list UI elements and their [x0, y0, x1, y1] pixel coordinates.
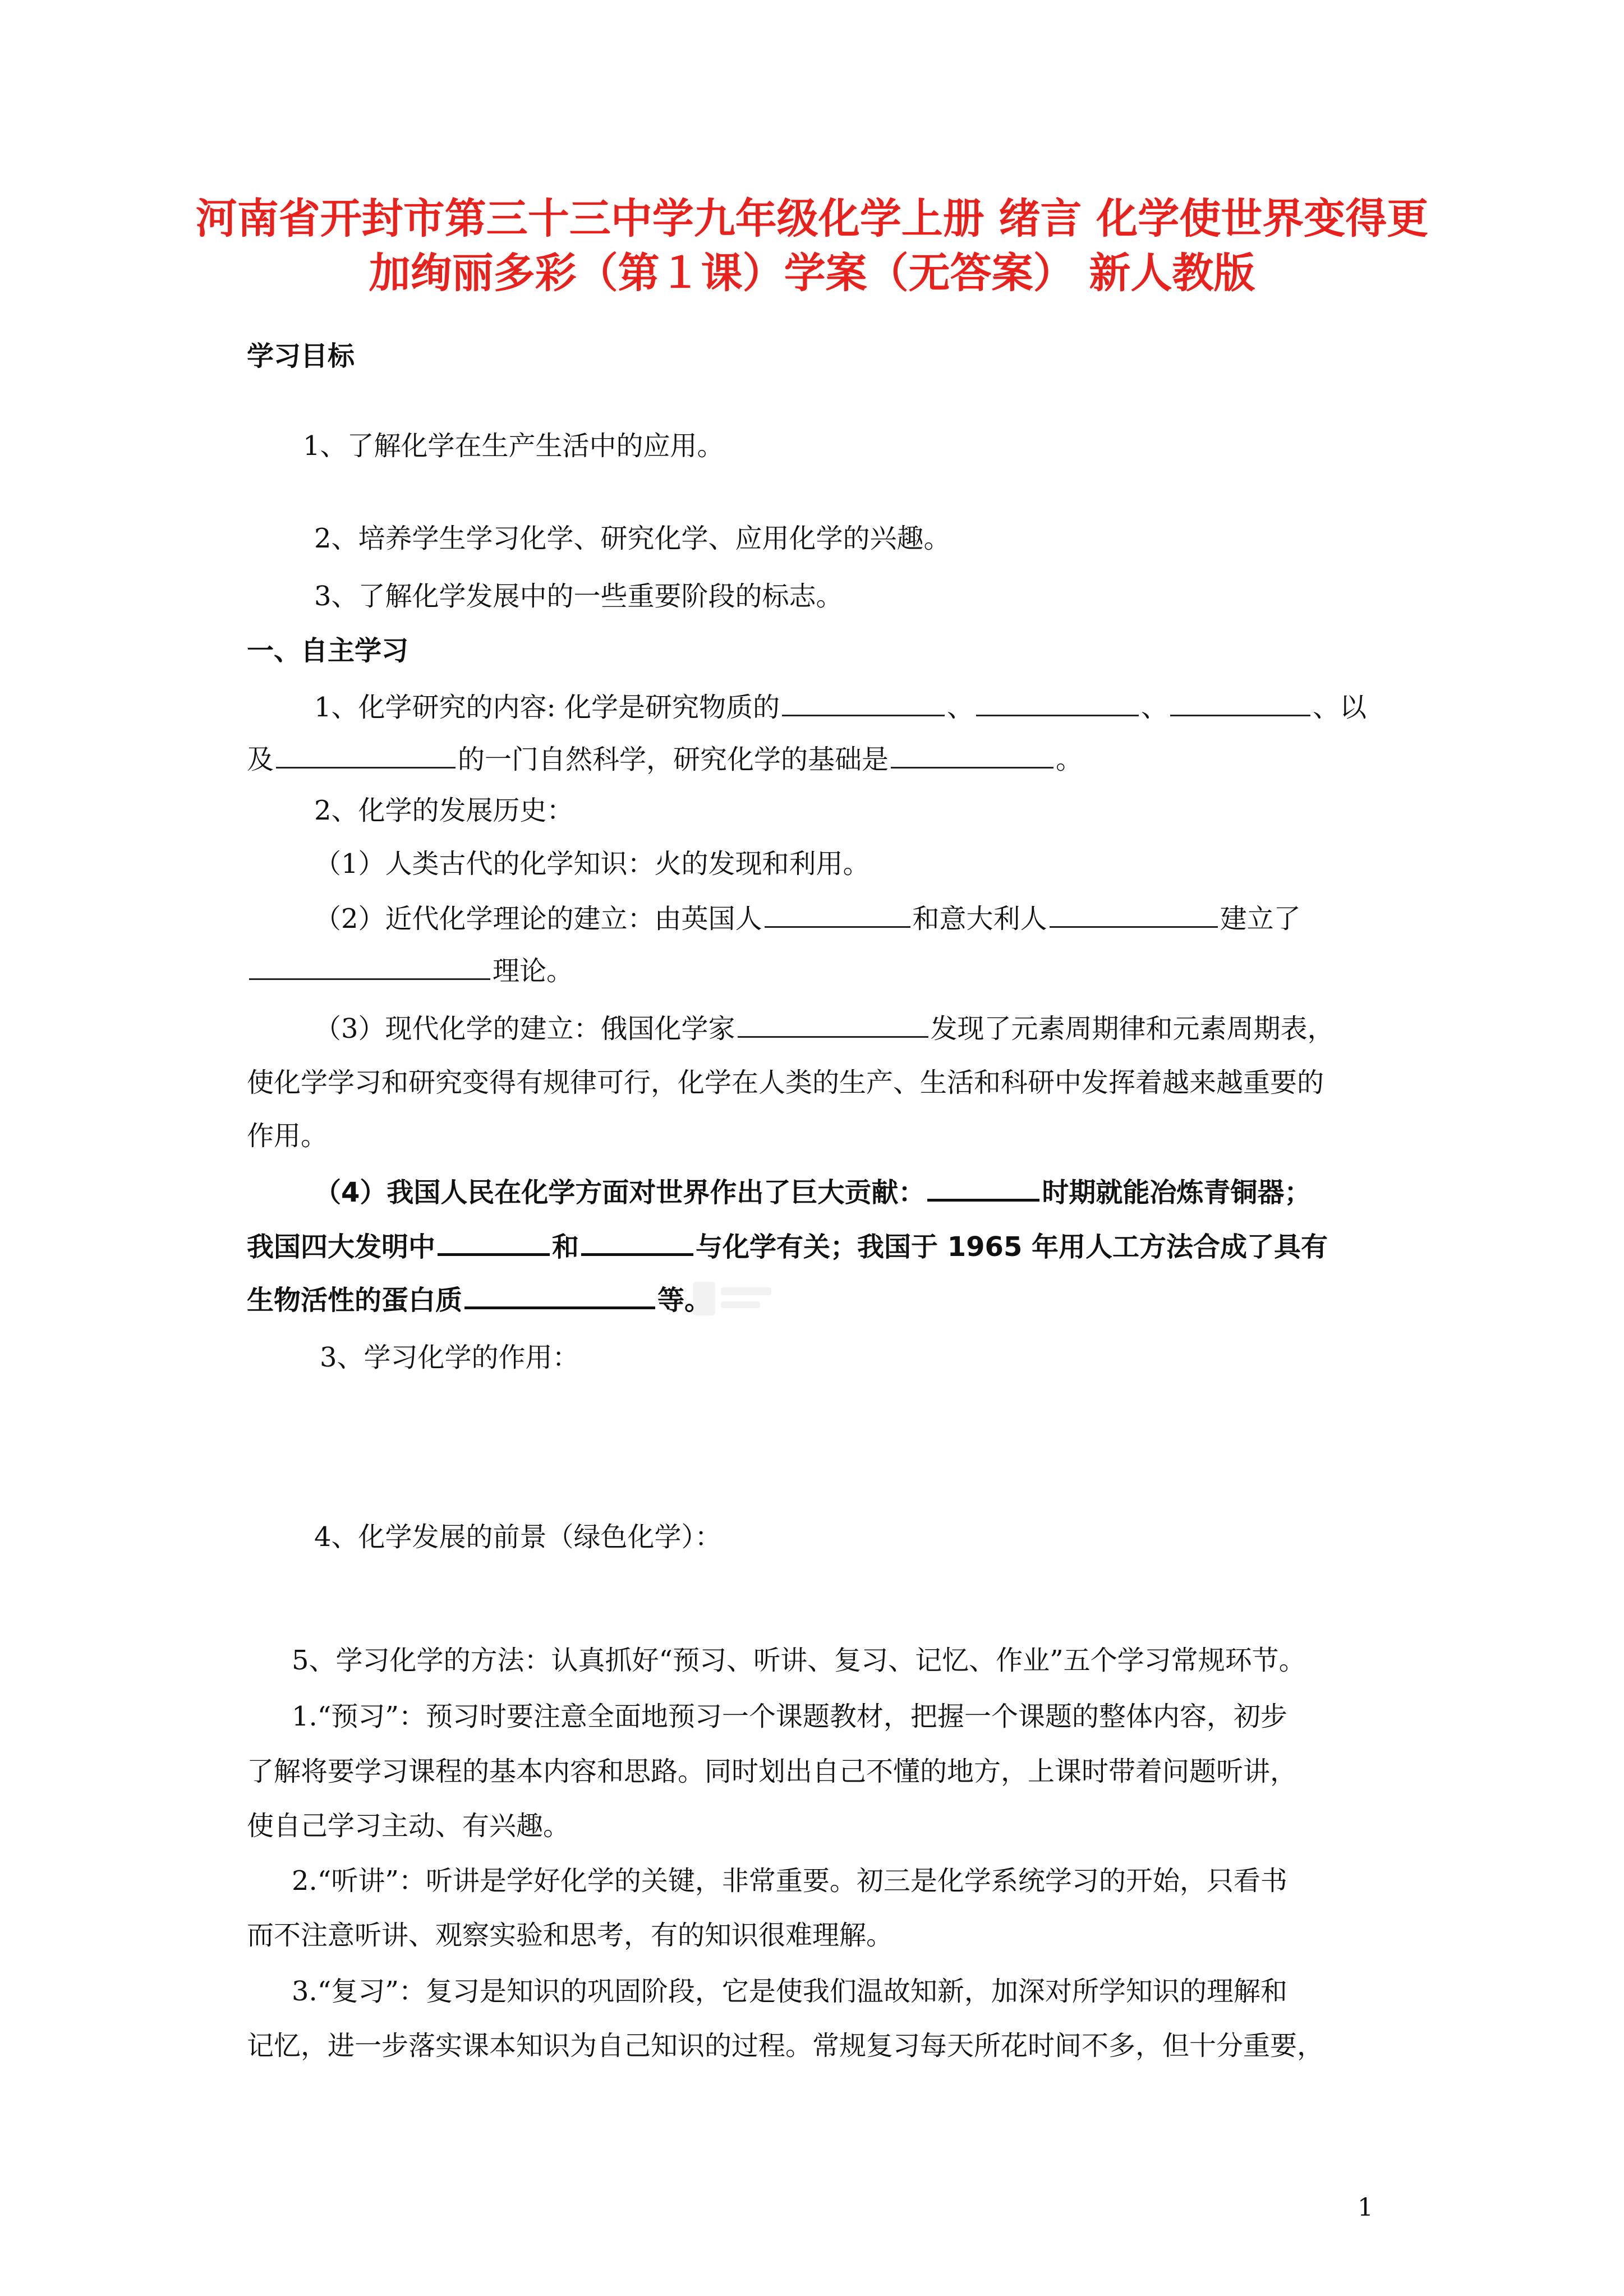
blank-field[interactable] — [1170, 690, 1310, 716]
method-preview-line3: 使自己学习主动、有兴趣。 — [247, 1810, 571, 1842]
q2-p2-text-d: 理论。 — [493, 955, 574, 987]
q2-p3-text-a: （3）现代化学的建立：俄国化学家 — [314, 1013, 735, 1045]
q1-text-e: 。 — [1056, 744, 1083, 775]
method-review-line2: 记忆，进一步落实课本知识为自己知识的过程。常规复习每天所花时间不多，但十分重要， — [247, 2030, 1324, 2062]
q2-p4-text-c: 我国四大发明中 — [247, 1231, 436, 1263]
q2-p4-text-e: 与化学有关；我国于 1965 年用人工方法合成了具有 — [696, 1231, 1328, 1263]
section-heading-self-study: 一、自主学习 — [247, 635, 409, 666]
blank-field[interactable] — [782, 690, 945, 716]
question-5: 5、学习化学的方法：认真抓好“预习、听讲、复习、记忆、作业”五个学习常规环节。 — [292, 1645, 1306, 1676]
question-2-part-4-line2 — [247, 1228, 1328, 1264]
question-2-part-4-line1 — [314, 1174, 1311, 1209]
blank-field[interactable] — [765, 901, 910, 928]
q2-p2-text-a: （2）近代化学理论的建立：由英国人 — [314, 903, 762, 935]
q2-p4-text-a: （4）我国人民在化学方面对世界作出了巨大贡献： — [314, 1177, 926, 1208]
question-2-part-3-line1 — [314, 1011, 1335, 1046]
q1-sep-2: 、 — [1141, 692, 1168, 723]
blank-field[interactable] — [249, 954, 490, 980]
question-3: 3、学习化学的作用： — [320, 1342, 579, 1373]
method-review-line1: 3.“复习”：复习是知识的巩固阶段，它是使我们温故知新，加深对所学知识的理解和 — [292, 1976, 1287, 2007]
q1-text-c: 及 — [247, 744, 274, 775]
blank-field[interactable] — [438, 1228, 550, 1256]
blank-field[interactable] — [976, 690, 1139, 716]
blank-field[interactable] — [1050, 901, 1218, 928]
question-2-part-2-line1 — [314, 901, 1301, 936]
q1-sep-1: 、 — [946, 692, 974, 723]
q2-p3-text-b: 发现了元素周期律和元素周期表， — [930, 1013, 1335, 1045]
question-1-line1 — [314, 690, 1367, 724]
question-2-part-4-line3 — [247, 1282, 711, 1317]
question-2-part-3-line3: 作用。 — [247, 1120, 328, 1152]
objectives-heading: 学习目标 — [247, 341, 355, 372]
q1-text-a: 1、化学研究的内容: 化学是研究物质的 — [314, 692, 780, 723]
blank-field[interactable] — [276, 742, 456, 769]
q2-p4-text-f: 生物活性的蛋白质 — [247, 1285, 463, 1316]
q1-text-b: 、以 — [1313, 692, 1367, 723]
method-listen-line2: 而不注意听讲、观察实验和思考，有的知识很难理解。 — [247, 1920, 894, 1951]
question-2-part-2-line2 — [247, 954, 573, 988]
method-preview-line1: 1.“预习”：预习时要注意全面地预习一个课题教材，把握一个课题的整体内容，初步 — [292, 1701, 1287, 1732]
blank-field[interactable] — [581, 1228, 693, 1256]
blank-field[interactable] — [927, 1174, 1039, 1202]
watermark-logo-icon — [690, 1276, 774, 1327]
q2-p2-text-c: 建立了 — [1220, 903, 1301, 935]
q2-p4-text-b: 时期就能冶炼青铜器； — [1042, 1177, 1312, 1208]
method-preview-line2: 了解将要学习课程的基本内容和思路。同时划出自己不懂的地方，上课时带着问题听讲， — [247, 1756, 1298, 1787]
blank-field[interactable] — [891, 742, 1053, 769]
objective-2: 2、培养学生学习化学、研究化学、应用化学的兴趣。 — [314, 523, 951, 554]
page-number: 1 — [1358, 2193, 1373, 2222]
q2-p4-text-g: 等。 — [657, 1285, 712, 1316]
blank-field[interactable] — [738, 1011, 928, 1038]
question-1-line2 — [247, 742, 1083, 776]
q2-p2-text-b: 和意大利人 — [912, 903, 1047, 935]
objective-1: 1、了解化学在生产生活中的应用。 — [303, 430, 724, 462]
method-listen-line1: 2.“听讲”：听讲是学好化学的关键，非常重要。初三是化学系统学习的开始，只看书 — [292, 1865, 1287, 1897]
q2-p4-text-d: 和 — [552, 1231, 579, 1263]
q1-text-d: 的一门自然科学，研究化学的基础是 — [458, 744, 889, 775]
document-title-line1: 河南省开封市第三十三中学九年级化学上册 绪言 化学使世界变得更 — [195, 195, 1429, 243]
question-2-part-3-line2: 使化学学习和研究变得有规律可行，化学在人类的生产、生活和科研中发挥着越来越重要的 — [247, 1067, 1324, 1098]
blank-field[interactable] — [464, 1282, 655, 1309]
document-title-line2: 加绚丽多彩（第１课）学案（无答案） 新人教版 — [369, 249, 1255, 297]
objective-3: 3、了解化学发展中的一些重要阶段的标志。 — [314, 581, 843, 612]
question-2-heading: 2、化学的发展历史： — [314, 795, 574, 826]
question-4: 4、化学发展的前景（绿色化学）： — [314, 1521, 722, 1553]
question-2-part-1: （1）人类古代的化学知识：火的发现和利用。 — [314, 848, 870, 880]
